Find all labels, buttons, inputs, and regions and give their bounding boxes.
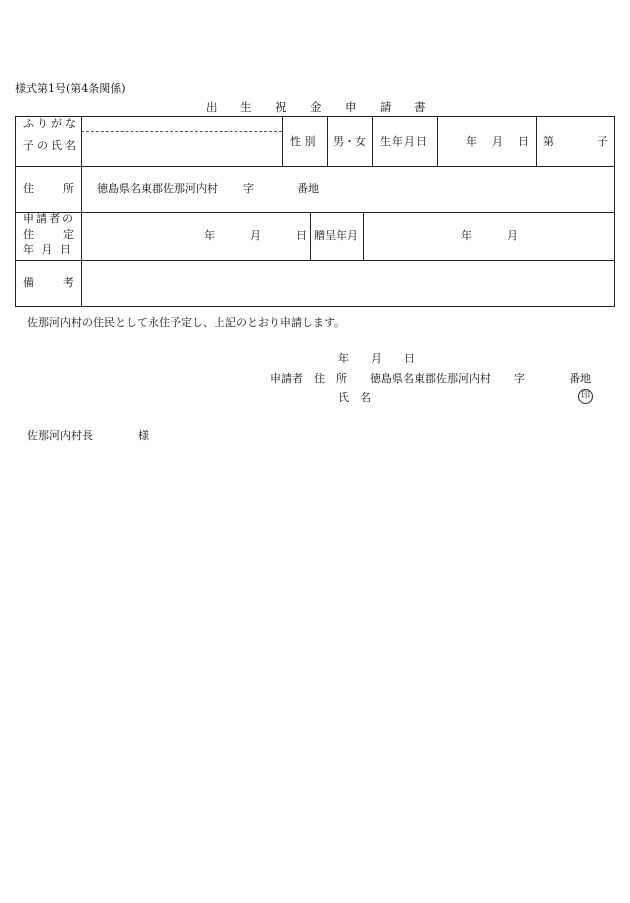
gender-label: 性 別 [290, 135, 316, 148]
applicant-label-2b: 定 [63, 228, 74, 241]
address-label-2: 所 [63, 182, 74, 195]
applicant-label-2a: 住 [23, 228, 34, 241]
title-char: 出 [206, 100, 218, 114]
gift-year: 年 [461, 229, 472, 242]
residence-day: 日 [296, 229, 307, 242]
signature-aza: 字 [514, 372, 525, 385]
birthdate-year: 年 [466, 135, 477, 148]
title-char: 請 [380, 100, 392, 114]
signature-address-label: 住 所 [314, 372, 347, 385]
applicant-label-1: 申請者の [23, 212, 75, 225]
gift-month: 月 [507, 229, 518, 242]
signature-month: 月 [371, 352, 382, 365]
address-value: 徳島県名東郡佐那河内村 [97, 182, 218, 195]
title-char: 生 [240, 100, 252, 114]
title-char: 金 [310, 100, 322, 114]
title-char: 祝 [275, 100, 287, 114]
birth-order-prefix: 第 [543, 135, 554, 148]
residence-year: 年 [204, 229, 215, 242]
residence-month: 月 [250, 229, 261, 242]
address-banchi: 番地 [297, 182, 319, 195]
addressee-honorific: 様 [138, 429, 149, 442]
form-code: 様式第1号(第4条関係) [15, 82, 126, 95]
title-char: 申 [345, 100, 357, 114]
gift-date-label: 贈呈年月 [314, 229, 358, 242]
seal-mark-icon: 印 [578, 389, 593, 404]
signature-name-label: 氏 名 [338, 391, 371, 404]
signature-address-value: 徳島県名東郡佐那河内村 [370, 372, 491, 385]
addressee-name: 佐那河内村長 [27, 429, 93, 442]
signature-day: 日 [404, 352, 415, 365]
signature-banchi: 番地 [569, 372, 591, 385]
declaration-text: 佐那河内村の住民として永住予定し、上記のとおり申請します。 [27, 316, 346, 329]
birthdate-month: 月 [492, 135, 503, 148]
signature-applicant-label: 申請者 [270, 372, 303, 385]
address-label-1: 住 [23, 182, 34, 195]
birthdate-label: 生年月日 [380, 135, 428, 148]
remarks-label-2: 考 [63, 276, 74, 289]
form-title [0, 101, 630, 113]
applicant-label-3: 年 月 日 [23, 243, 73, 256]
remarks-label-1: 備 [23, 276, 34, 289]
birth-order-suffix: 子 [597, 135, 608, 148]
address-aza: 字 [243, 182, 254, 195]
signature-year: 年 [338, 352, 349, 365]
title-char: 書 [414, 100, 426, 114]
birthdate-day: 日 [518, 135, 529, 148]
furigana-label: ふりがな [23, 117, 79, 130]
gender-options[interactable]: 男・女 [333, 135, 366, 148]
child-name-label: 子の氏名 [23, 139, 79, 152]
